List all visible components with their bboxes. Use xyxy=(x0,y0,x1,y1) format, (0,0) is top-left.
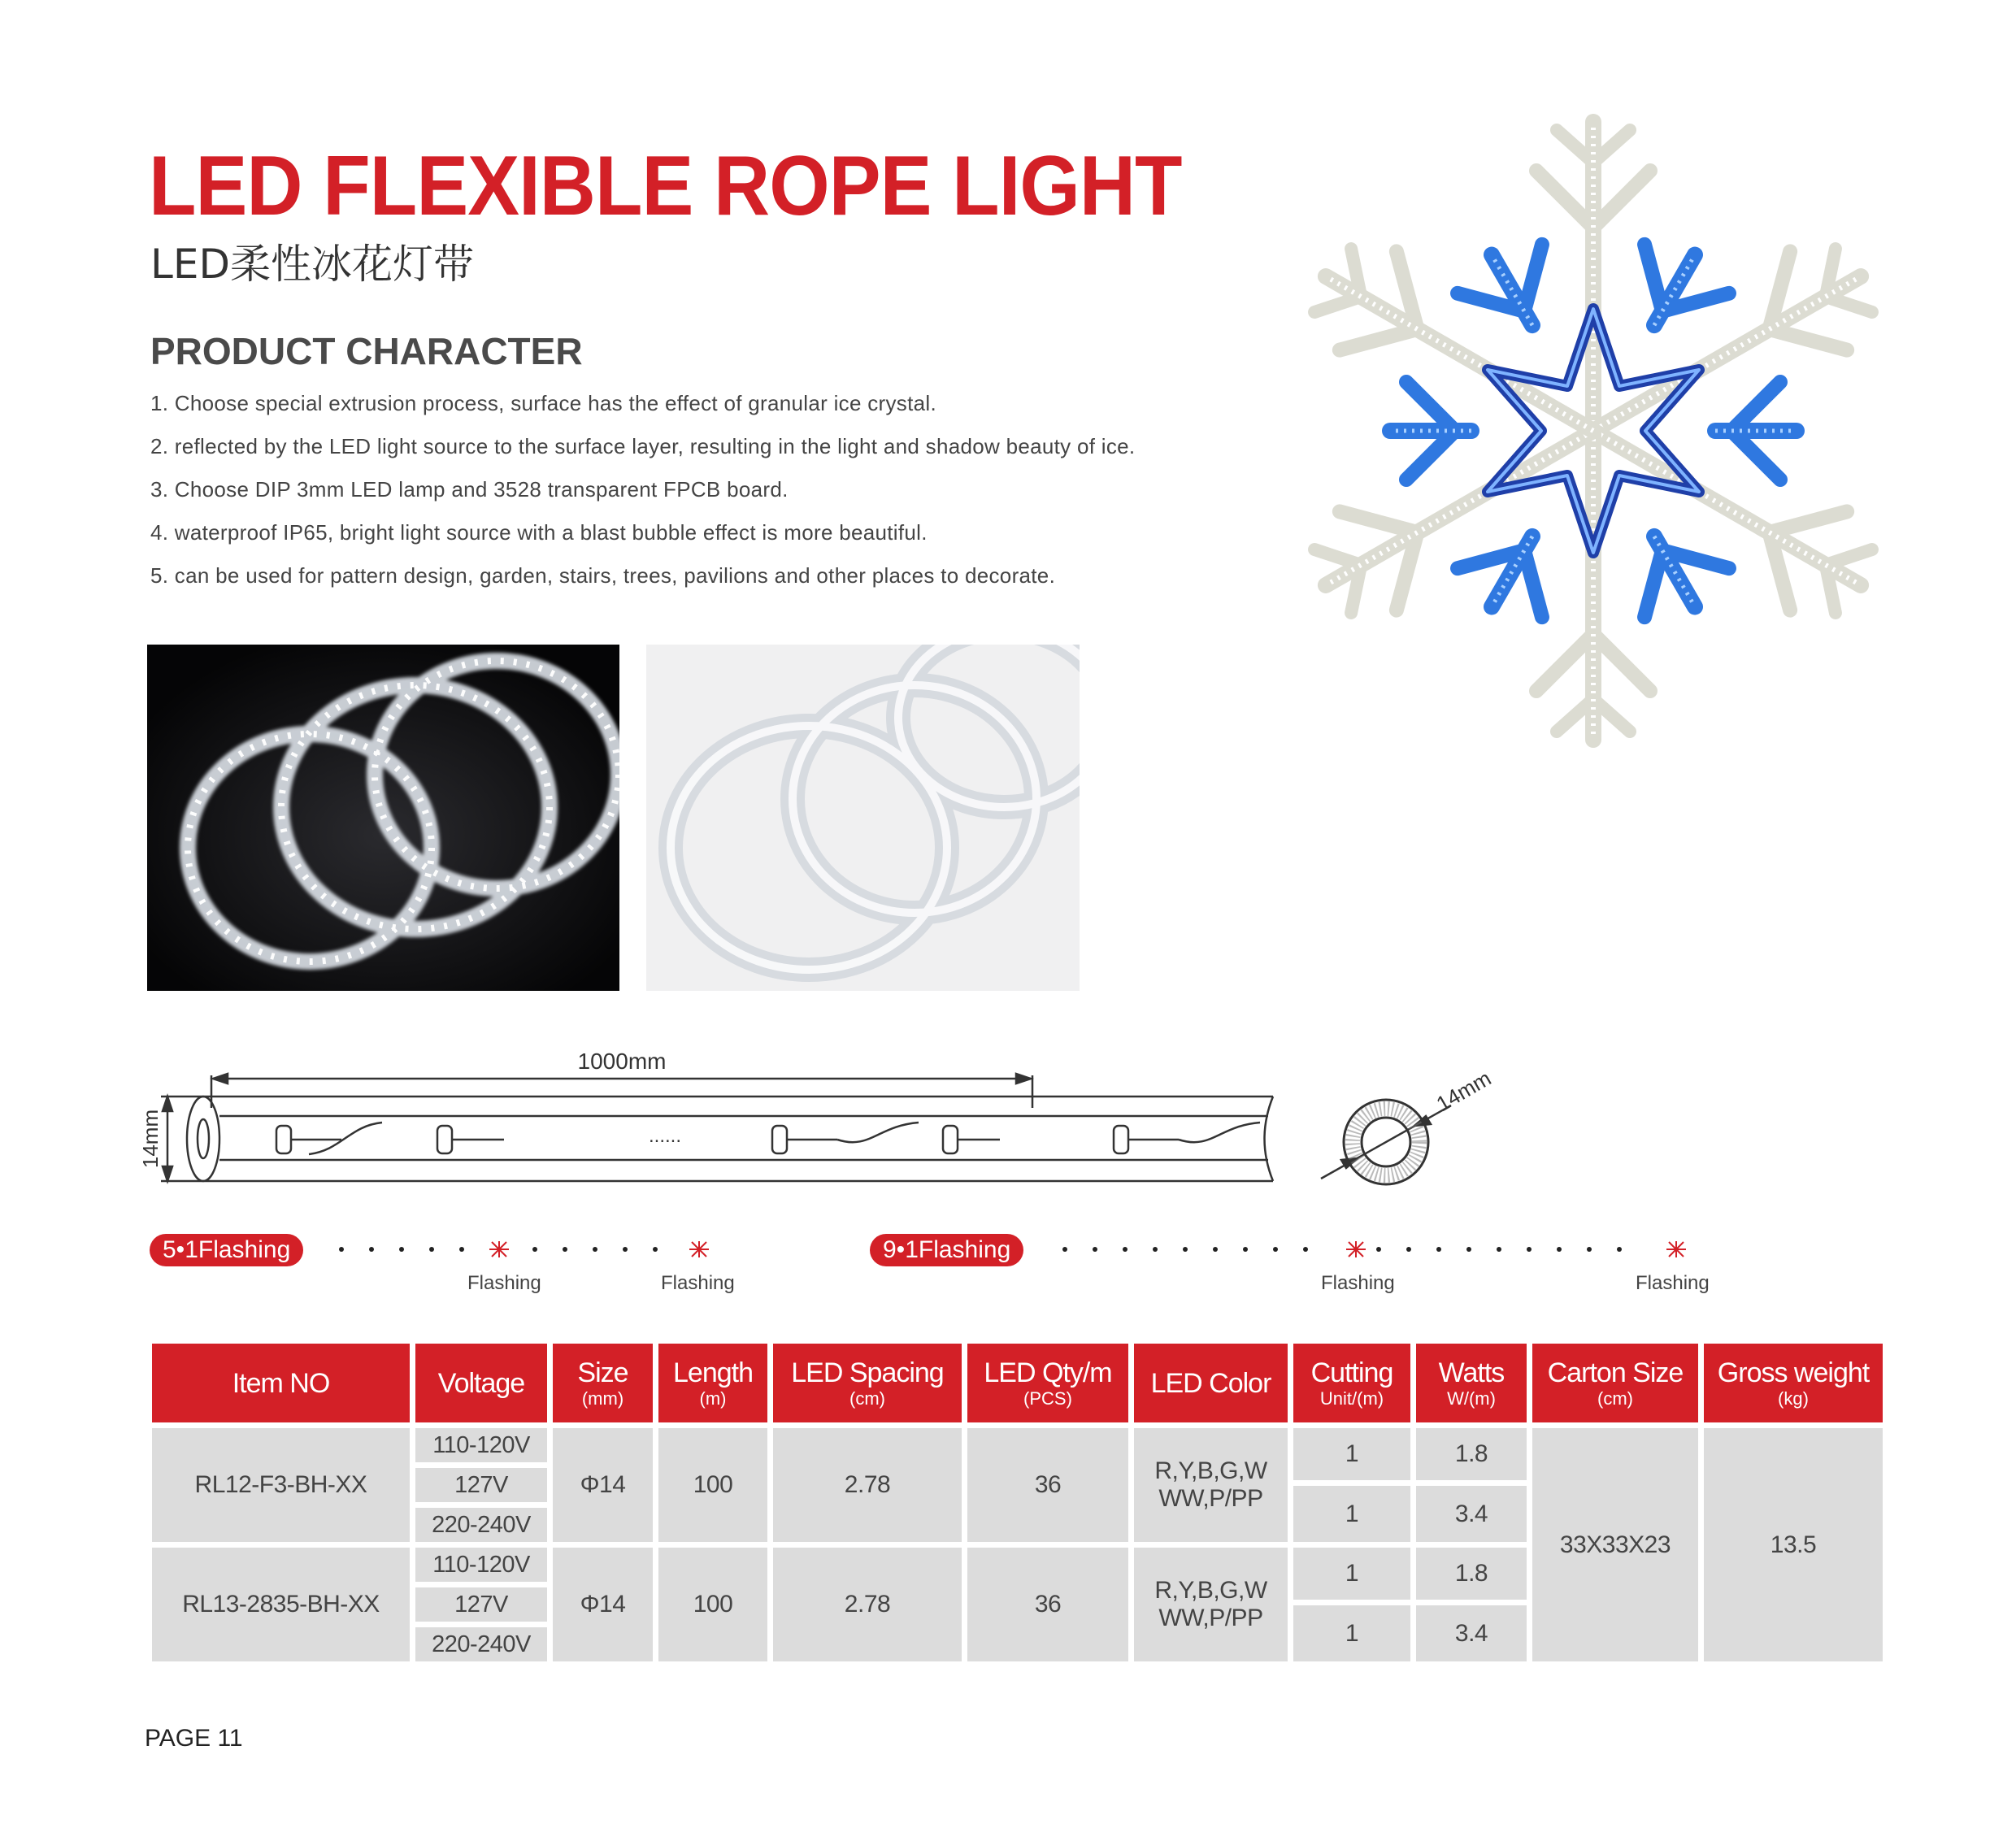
flashing-sequence-9-1 xyxy=(1049,1241,1699,1257)
lit-rope-photo xyxy=(147,645,619,991)
unlit-rope-photo xyxy=(646,645,1080,991)
cutting-cell: 1 xyxy=(1293,1605,1410,1661)
header-cutting: Cutting Unit/(m) xyxy=(1293,1344,1410,1422)
cutting-cell: 1 xyxy=(1293,1486,1410,1542)
item-number-cell: RL12-F3-BH-XX xyxy=(152,1428,410,1542)
header-led-spacing: LED Spacing (cm) xyxy=(773,1344,962,1422)
header-gross-weight: Gross weight (kg) xyxy=(1704,1344,1883,1422)
watts-cell: 1.8 xyxy=(1416,1428,1527,1480)
snowflake-photo xyxy=(1268,89,1918,772)
length-cell: 100 xyxy=(658,1428,767,1542)
page-number: PAGE 11 xyxy=(145,1725,243,1752)
height-dimension-label: 14mm xyxy=(138,1109,163,1169)
section-heading: PRODUCT CHARACTER xyxy=(150,330,583,372)
voltage-cell: 110-120V xyxy=(415,1428,547,1462)
feature-item: 3. Choose DIP 3mm LED lamp and 3528 transparent FPCB board. xyxy=(150,477,789,502)
header-size: Size (mm) xyxy=(553,1344,653,1422)
voltage-cell: 220-240V xyxy=(415,1508,547,1542)
spacing-cell: 2.78 xyxy=(773,1428,962,1542)
feature-list xyxy=(150,382,1135,597)
header-watts: Watts W/(m) xyxy=(1416,1344,1527,1422)
repeat-ellipsis: ...... xyxy=(648,1125,682,1147)
flashing-label: Flashing xyxy=(1321,1272,1395,1294)
voltage-cell: 127V xyxy=(415,1468,547,1502)
header-length: Length (m) xyxy=(658,1344,767,1422)
table-header-row xyxy=(152,1344,1883,1422)
size-cell: Φ14 xyxy=(553,1548,653,1661)
carton-size-cell: 33X33X23 xyxy=(1532,1428,1698,1661)
spacing-cell: 2.78 xyxy=(773,1548,962,1661)
feature-item: 5. can be used for pattern design, garden, stairs, trees, pavilions and other places to decorate. xyxy=(150,563,1056,588)
qty-cell: 36 xyxy=(967,1428,1128,1542)
watts-cell: 3.4 xyxy=(1416,1605,1527,1661)
item-number-cell: RL13-2835-BH-XX xyxy=(152,1548,410,1661)
feature-item: 4. waterproof IP65, bright light source with a blast bubble effect is more beautiful. xyxy=(150,520,928,545)
spec-table xyxy=(146,1338,1888,1667)
feature-item: 1. Choose special extrusion process, surface has the effect of granular ice crystal. xyxy=(150,391,936,415)
flashing-pattern-9-1: 9•1Flashing xyxy=(870,1234,1023,1266)
length-dimension-label: 1000mm xyxy=(577,1049,667,1074)
cutting-cell: 1 xyxy=(1293,1428,1410,1480)
flashing-label: Flashing xyxy=(467,1272,541,1294)
cutting-cell: 1 xyxy=(1293,1548,1410,1600)
qty-cell: 36 xyxy=(967,1548,1128,1661)
voltage-cell: 220-240V xyxy=(415,1627,547,1661)
flashing-label: Flashing xyxy=(1636,1272,1710,1294)
flashing-sequence-5-1 xyxy=(325,1241,732,1257)
voltage-cell: 110-120V xyxy=(415,1548,547,1582)
size-cell: Φ14 xyxy=(553,1428,653,1542)
voltage-cell: 127V xyxy=(415,1587,547,1622)
length-cell: 100 xyxy=(658,1548,767,1661)
watts-cell: 1.8 xyxy=(1416,1548,1527,1600)
header-led-color: LED Color xyxy=(1134,1344,1288,1422)
header-led-qty: LED Qty/m (PCS) xyxy=(967,1344,1128,1422)
watts-cell: 3.4 xyxy=(1416,1486,1527,1542)
header-voltage: Voltage xyxy=(415,1344,547,1422)
color-cell: R,Y,B,G,W WW,P/PP xyxy=(1134,1548,1288,1661)
color-cell: R,Y,B,G,W WW,P/PP xyxy=(1134,1428,1288,1542)
diameter-label: 14mm xyxy=(1432,1066,1496,1117)
chinese-subtitle: LED柔性冰花灯带 xyxy=(150,241,474,288)
flashing-pattern-5-1: 5•1Flashing xyxy=(150,1234,303,1266)
header-carton-size: Carton Size (cm) xyxy=(1532,1344,1698,1422)
header-item-no: Item NO xyxy=(152,1344,410,1422)
gross-weight-cell: 13.5 xyxy=(1704,1428,1883,1661)
page-title: LED FLEXIBLE ROPE LIGHT xyxy=(149,139,1182,233)
feature-item: 2. reflected by the LED light source to the surface layer, resulting in the light and shadow beauty of ice. xyxy=(150,434,1136,458)
flashing-label: Flashing xyxy=(661,1272,735,1294)
rope-dimension-diagram xyxy=(138,1036,1520,1199)
